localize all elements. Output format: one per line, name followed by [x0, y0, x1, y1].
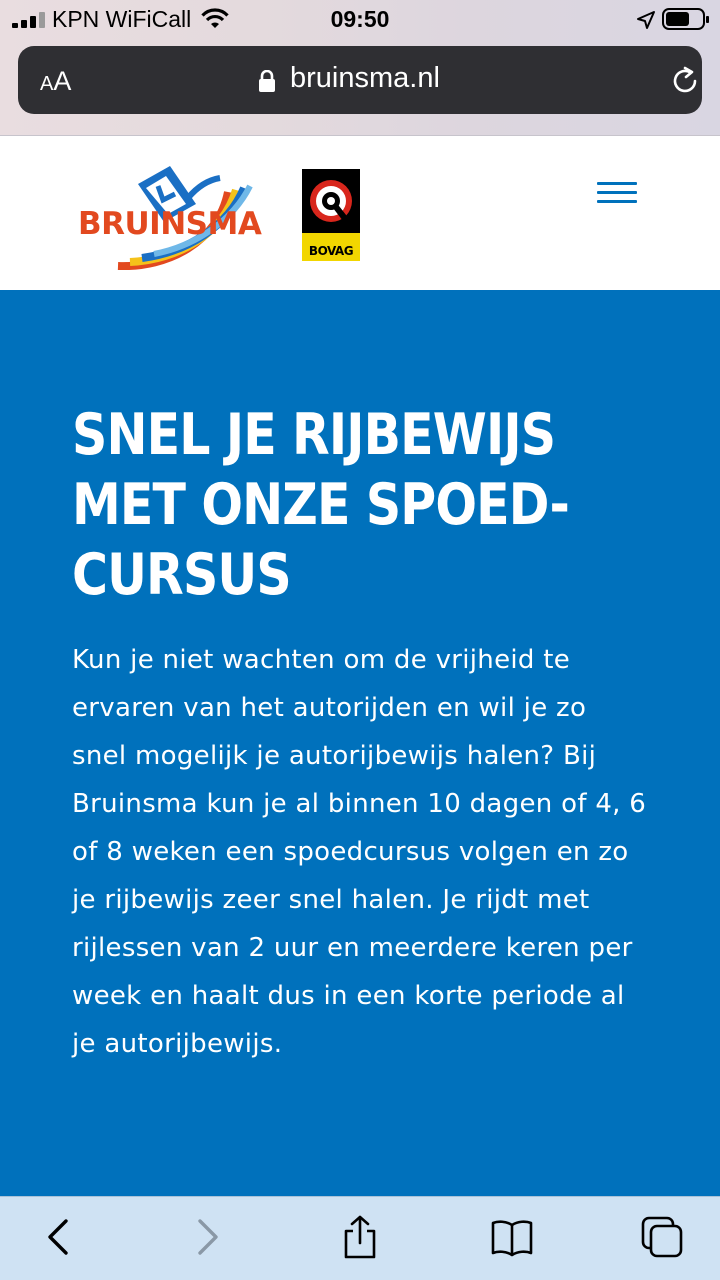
url-text[interactable]: bruinsma.nl: [290, 62, 440, 94]
reload-icon[interactable]: [668, 64, 702, 98]
hero-paragraph-line: rijlessen van 2 uur en meerdere keren per: [72, 933, 633, 963]
browser-toolbar: [0, 1196, 720, 1280]
site-header: [0, 136, 720, 290]
hero-title-line: MET ONZE SPOED-: [72, 472, 569, 538]
hero-title: [72, 400, 588, 610]
hero-paragraph-line: Kun je niet wachten om de vrijheid te: [72, 645, 571, 675]
hero-paragraph-line: week en haalt dus in een korte periode al: [72, 981, 625, 1011]
hero-section: [0, 290, 720, 1196]
hero-paragraph-line: je rijbewijs zeer snel halen. Je rijdt met: [72, 885, 590, 915]
share-icon[interactable]: [338, 1215, 382, 1259]
address-bar[interactable]: [18, 46, 702, 114]
hero-paragraph-line: ervaren van het autorijden en wil je zo: [72, 693, 587, 723]
hero-paragraph: [72, 636, 662, 1068]
hero-title-line: SNEL JE RIJBEWIJS: [72, 402, 556, 468]
text-size-button[interactable]: AA: [40, 66, 72, 96]
bookmarks-icon[interactable]: [490, 1215, 534, 1259]
back-icon[interactable]: [36, 1215, 80, 1259]
location-arrow-icon: [636, 10, 656, 30]
forward-icon[interactable]: [186, 1215, 230, 1259]
bovag-text: BOVAG: [308, 244, 354, 258]
clock: 09:50: [330, 6, 390, 32]
lock-icon: [258, 70, 276, 92]
carrier-name: KPN WiFiCall: [52, 6, 192, 32]
battery-icon: [662, 8, 710, 30]
hero-paragraph-line: of 8 weken een spoedcursus volgen en zo: [72, 837, 629, 867]
hero-paragraph-line: je autorijbewijs.: [72, 1029, 283, 1059]
hero-title-line: CURSUS: [72, 542, 291, 608]
hero-paragraph-line: Bruinsma kun je al binnen 10 dagen of 4, 6: [72, 789, 647, 819]
status-bar: [0, 0, 720, 40]
bovag-logo: [302, 169, 360, 261]
browser-chrome: [0, 0, 720, 136]
hero-paragraph-line: snel mogelijk je autorijbewijs halen? Bij: [72, 741, 597, 771]
tabs-icon[interactable]: [640, 1215, 684, 1259]
hamburger-menu-icon[interactable]: [594, 176, 640, 210]
logo-text: BRUINSMA: [78, 206, 262, 242]
bruinsma-logo[interactable]: [78, 162, 282, 270]
